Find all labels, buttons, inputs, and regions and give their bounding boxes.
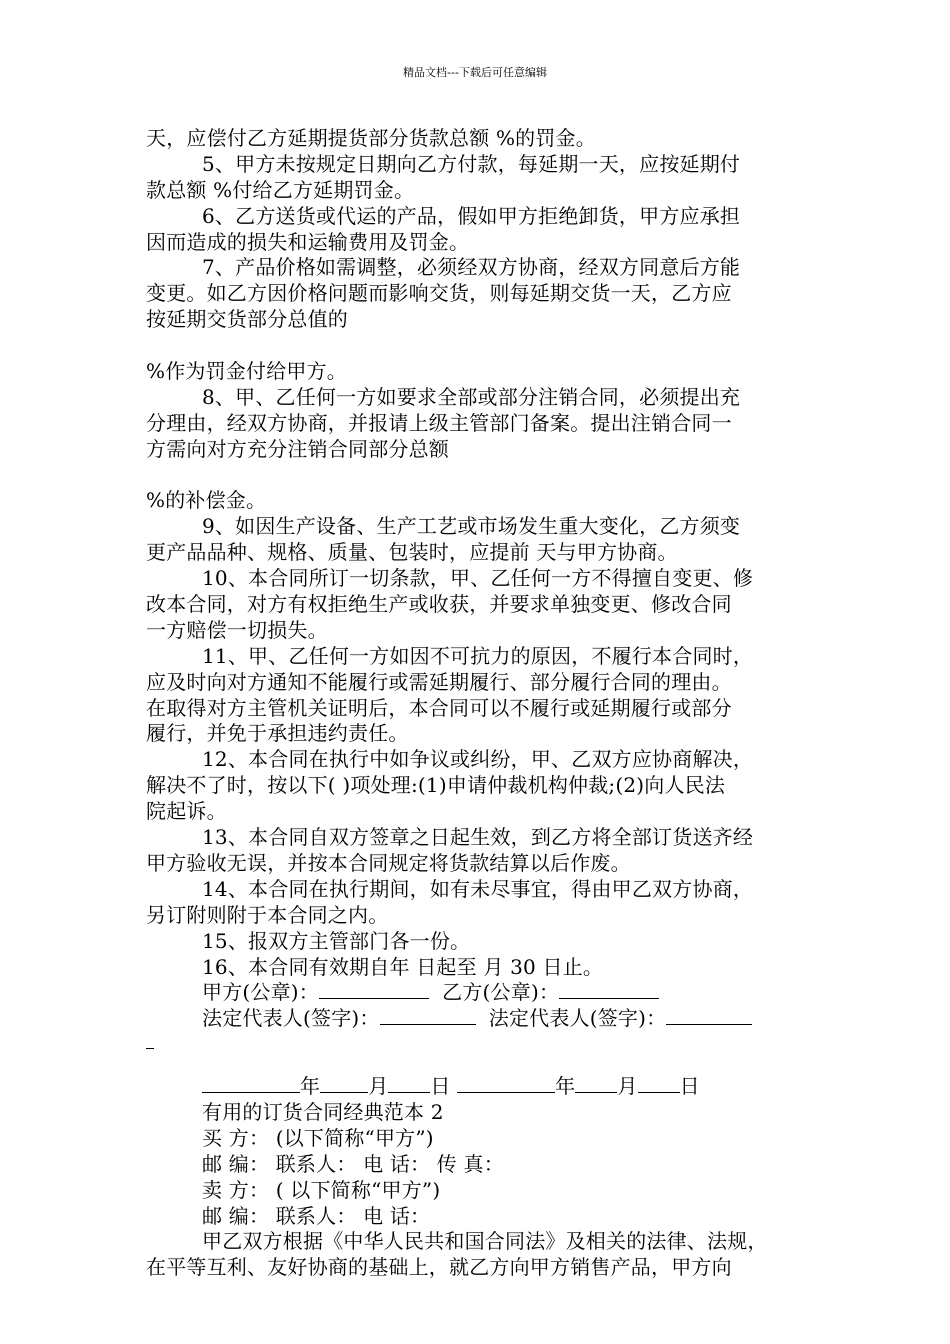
blank-line (146, 463, 826, 489)
party-b-seal-label: 乙方(公章)： (442, 980, 560, 1005)
buyer-contact-line: 邮 编： 联系人： 电 话： 传 真： (202, 1151, 504, 1176)
text-line: 应及时向对方通知不能履行或需延期履行、部分履行合同的理由。 (146, 669, 732, 694)
text-line: 另订附则附于本合同之内。 (146, 902, 389, 927)
text-line: 分理由，经双方协商，并报请上级主管部门备案。提出注销合同一 (146, 410, 732, 435)
text-line: 方需向对方充分注销合同部分总额 (146, 436, 449, 461)
date-a-month-label: 月 (368, 1074, 389, 1099)
seller-contact-line: 邮 编： 联系人： 电 话： (202, 1203, 431, 1228)
rep-b-blank (666, 1006, 752, 1025)
text-line: 11、甲、乙任何一方如因不可抗力的原因，不履行本合同时， (202, 643, 754, 668)
text-line: 院起诉。 (146, 799, 227, 824)
blank-line (146, 333, 826, 359)
text-line: 解决不了时，按以下( )项处理:(1)申请仲裁机构仲裁;(2)向人民法 (146, 773, 726, 798)
text-line: 在取得对方主管机关证明后，本合同可以不履行或延期履行或部分 (146, 695, 732, 720)
text-line: 履行，并免于承担违约责任。 (146, 721, 409, 746)
section-title: 有用的订货合同经典范本 2 (202, 1099, 444, 1124)
date-a-year-label: 年 (300, 1074, 321, 1099)
text-line: 按延期交货部分总值的 (146, 307, 348, 332)
buyer-line: 买 方： (以下简称“甲方”) (202, 1125, 434, 1150)
signature-seal-line (146, 980, 826, 1006)
text-line: 款总额 %付给乙方延期罚金。 (146, 177, 415, 202)
text-line: 10、本合同所订一切条款，甲、乙任何一方不得擅自变更、修 (202, 566, 754, 591)
text-line: 12、本合同在执行中如争议或纠纷，甲、乙双方应协商解决， (202, 747, 754, 772)
date-a-day-label: 日 (430, 1074, 451, 1099)
party-a-seal-label: 甲方(公章)： (202, 980, 320, 1005)
text-line: %作为罚金付给甲方。 (146, 359, 348, 384)
rep-b-label: 法定代表人(签字)： (488, 1006, 667, 1031)
text-line: 6、乙方送货或代运的产品，假如甲方拒绝卸货，甲方应承担 (202, 203, 741, 228)
date-b-year-label: 年 (555, 1074, 576, 1099)
text-line: 一方赔偿一切损失。 (146, 617, 328, 642)
text-line: 15、报双方主管部门各一份。 (202, 928, 471, 953)
text-line: 9、如因生产设备、生产工艺或市场发生重大变化，乙方须变 (202, 514, 741, 539)
document-body (146, 126, 826, 1281)
wrap-dash (146, 1048, 154, 1049)
seller-line: 卖 方： ( 以下简称“甲方”) (202, 1177, 441, 1202)
text-line: 在平等互利、友好协商的基础上，就乙方向甲方销售产品，甲方向 (146, 1255, 732, 1280)
date-b-year-blank (457, 1074, 555, 1093)
rep-a-blank (380, 1006, 476, 1025)
text-line: 13、本合同自双方签章之日起生效，到乙方将全部订货送齐经 (202, 825, 754, 850)
date-b-day-label: 日 (679, 1074, 700, 1099)
text-line: 16、本合同有效期自年 日起至 月 30 日止。 (202, 954, 604, 979)
text-line: 14、本合同在执行期间，如有未尽事宜，得由甲乙双方协商， (202, 876, 754, 901)
text-line: 甲乙双方根据《中华人民共和国合同法》及相关的法律、法规， (202, 1229, 768, 1254)
text-line: %的补偿金。 (146, 488, 267, 513)
text-line: 改本合同，对方有权拒绝生产或收获，并要求单独变更、修改合同 (146, 592, 732, 617)
text-line: 甲方验收无误，并按本合同规定将货款结算以后作废。 (146, 850, 631, 875)
wrap-dash-line (146, 1048, 826, 1074)
date-line (146, 1074, 826, 1100)
party-a-seal-blank (319, 980, 429, 999)
text-line: 8、甲、乙任何一方如要求全部或部分注销合同，必须提出充 (202, 384, 741, 409)
page-header: 精品文档---下载后可任意编辑 (403, 66, 547, 79)
text-line: 因而造成的损失和运输费用及罚金。 (146, 229, 470, 254)
text-line: 天，应偿付乙方延期提货部分货款总额 %的罚金。 (146, 126, 596, 150)
date-a-month-blank (320, 1074, 368, 1093)
signature-rep-line (146, 1006, 826, 1032)
date-a-year-blank (202, 1074, 300, 1093)
party-b-seal-blank (559, 980, 659, 999)
text-line: 更产品品种、规格、质量、包装时，应提前 天与甲方协商。 (146, 540, 678, 565)
rep-a-label: 法定代表人(签字)： (202, 1006, 380, 1031)
text-line: 7、产品价格如需调整，必须经双方协商，经双方同意后方能 (202, 255, 741, 280)
text-line: 5、甲方未按规定日期向乙方付款，每延期一天，应按延期付 (202, 151, 741, 176)
text-line: 变更。如乙方因价格问题而影响交货，则每延期交货一天，乙方应 (146, 281, 732, 306)
date-a-day-blank (388, 1074, 430, 1093)
date-b-month-label: 月 (617, 1074, 638, 1099)
date-b-month-blank (575, 1074, 617, 1093)
date-b-day-blank (638, 1074, 680, 1093)
